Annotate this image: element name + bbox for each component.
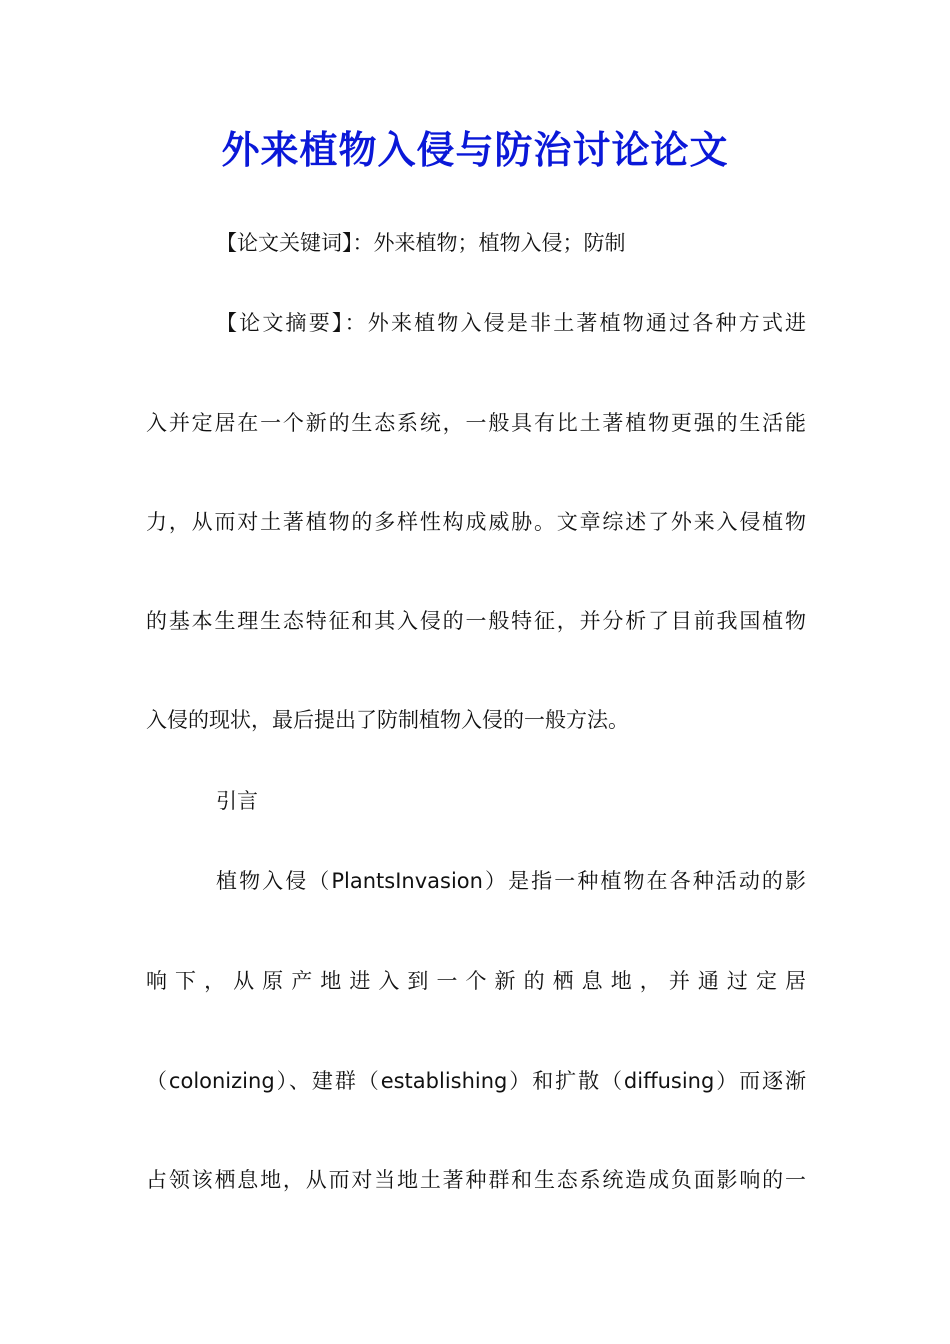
abstract-line-2: 入并定居在一个新的生态系统，一般具有比土著植物更强的生活能 bbox=[146, 411, 806, 435]
abstract-line-4: 的基本生理生态特征和其入侵的一般特征，并分析了目前我国植物 bbox=[146, 609, 806, 633]
keywords-line: 【论文关键词】：外来植物；植物入侵；防制 bbox=[216, 231, 626, 255]
body-line-4: 占领该栖息地，从而对当地土著种群和生态系统造成负面影响的一 bbox=[146, 1168, 806, 1192]
abstract-line-3: 力，从而对土著植物的多样性构成威胁。文章综述了外来入侵植物 bbox=[146, 510, 806, 534]
body-line-2: 响下，从原产地进入到一个新的栖息地，并通过定居 bbox=[146, 969, 806, 993]
body-line-3: （colonizing）、建群（establishing）和扩散（diffusing）而逐渐 bbox=[146, 1069, 806, 1093]
body-line-1: 植物入侵（PlantsInvasion）是指一种植物在各种活动的影 bbox=[216, 869, 806, 893]
section-heading: 引言 bbox=[216, 789, 258, 813]
abstract-line-5: 入侵的现状，最后提出了防制植物入侵的一般方法。 bbox=[146, 708, 629, 732]
document-title: 外来植物入侵与防治讨论论文 bbox=[221, 127, 729, 172]
abstract-line-1: 【论文摘要】：外来植物入侵是非土著植物通过各种方式进 bbox=[216, 311, 806, 335]
